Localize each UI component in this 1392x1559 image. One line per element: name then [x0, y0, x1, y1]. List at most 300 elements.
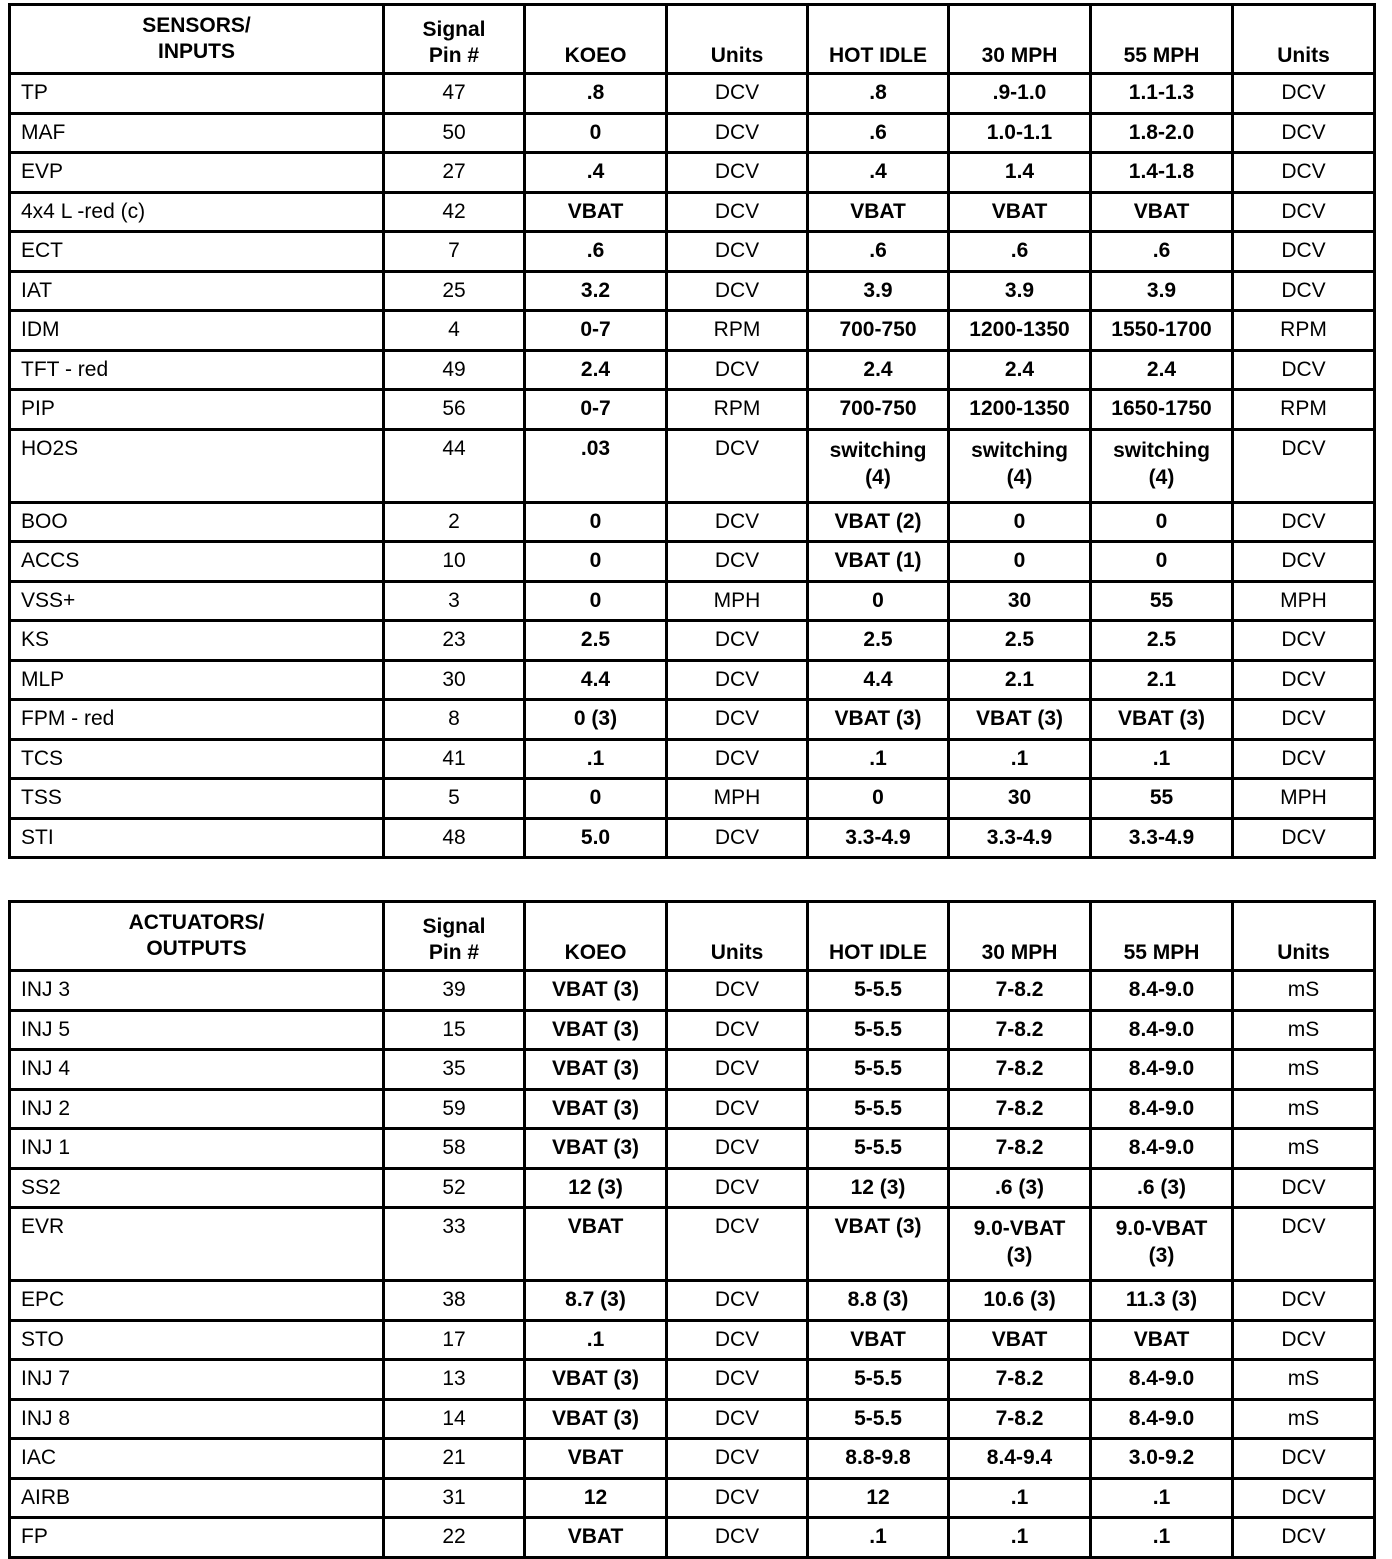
header-koeo [525, 5, 667, 74]
cell-signal-pin: 17 [384, 1320, 525, 1360]
cell-name: HO2S [10, 429, 384, 502]
cell-name: INJ 4 [10, 1050, 384, 1090]
cell-units-2: mS [1233, 1050, 1375, 1090]
cell-koeo: VBAT (3) [525, 1399, 667, 1439]
header-hot-idle [808, 5, 949, 74]
cell-units: DCV [667, 700, 808, 740]
cell-koeo: VBAT (3) [525, 1050, 667, 1090]
cell-name: FP [10, 1518, 384, 1558]
cell-30-mph: 2.5 [949, 621, 1091, 661]
cell-units-2: DCV [1233, 1168, 1375, 1208]
cell-name: TCS [10, 739, 384, 779]
cell-name: MLP [10, 660, 384, 700]
cell-units-2: RPM [1233, 390, 1375, 430]
cell-units: RPM [667, 390, 808, 430]
cell-signal-pin: 25 [384, 271, 525, 311]
cell-signal-pin: 27 [384, 153, 525, 193]
cell-name: INJ 1 [10, 1129, 384, 1169]
cell-name: EVR [10, 1208, 384, 1281]
cell-units: DCV [667, 1050, 808, 1090]
table-row [10, 971, 1375, 1011]
cell-units: DCV [667, 113, 808, 153]
cell-koeo: VBAT [525, 1439, 667, 1479]
cell-signal-pin: 52 [384, 1168, 525, 1208]
cell-units: DCV [667, 621, 808, 661]
cell-hot-idle: 700-750 [808, 311, 949, 351]
cell-koeo: 2.5 [525, 621, 667, 661]
cell-koeo: 0 (3) [525, 700, 667, 740]
cell-name: IDM [10, 311, 384, 351]
table-row [10, 1360, 1375, 1400]
cell-units-2: DCV [1233, 1320, 1375, 1360]
cell-koeo: VBAT [525, 1208, 667, 1281]
header-text: INPUTS [157, 40, 235, 63]
cell-55-mph: 8.4-9.0 [1091, 1399, 1233, 1439]
cell-koeo: 8.7 (3) [525, 1281, 667, 1321]
cell-55-mph: 3.0-9.2 [1091, 1439, 1233, 1479]
cell-hot-idle: 5-5.5 [808, 971, 949, 1011]
header-text: ACTUATORS/ [128, 911, 265, 934]
header-text: Units [1277, 44, 1330, 67]
cell-units-2: mS [1233, 971, 1375, 1011]
cell-55-mph: 8.4-9.0 [1091, 1129, 1233, 1169]
table-row [10, 542, 1375, 582]
cell-30-mph: 30 [949, 779, 1091, 819]
cell-units-2: DCV [1233, 660, 1375, 700]
cell-units: DCV [667, 74, 808, 114]
cell-units-2: DCV [1233, 429, 1375, 502]
table-row [10, 739, 1375, 779]
cell-30-mph: 7-8.2 [949, 971, 1091, 1011]
cell-units-2: mS [1233, 1089, 1375, 1129]
cell-units: DCV [667, 350, 808, 390]
cell-55-mph: 8.4-9.0 [1091, 971, 1233, 1011]
cell-units: RPM [667, 311, 808, 351]
cell-units-2: DCV [1233, 739, 1375, 779]
cell-name: FPM - red [10, 700, 384, 740]
cell-name: PIP [10, 390, 384, 430]
cell-hot-idle: .6 [808, 113, 949, 153]
table-row [10, 192, 1375, 232]
cell-hot-idle: 2.5 [808, 621, 949, 661]
cell-hot-idle: 12 [808, 1478, 949, 1518]
cell-55-mph: 55 [1091, 581, 1233, 621]
cell-units: DCV [667, 1129, 808, 1169]
cell-hot-idle: .1 [808, 1518, 949, 1558]
cell-hot-idle: 5-5.5 [808, 1360, 949, 1400]
cell-units: DCV [667, 192, 808, 232]
header-text: HOT IDLE [829, 44, 927, 67]
cell-hot-idle: 5-5.5 [808, 1010, 949, 1050]
table-row [10, 311, 1375, 351]
header-units [667, 902, 808, 971]
header-text: HOT IDLE [829, 941, 927, 964]
cell-name: ECT [10, 232, 384, 272]
cell-units: DCV [667, 1089, 808, 1129]
cell-hot-idle: .6 [808, 232, 949, 272]
cell-units: DCV [667, 1478, 808, 1518]
header-text: Pin # [428, 941, 480, 964]
cell-units-2: DCV [1233, 232, 1375, 272]
cell-hot-idle: 0 [808, 581, 949, 621]
cell-name: KS [10, 621, 384, 661]
cell-signal-pin: 10 [384, 542, 525, 582]
table-row [10, 1050, 1375, 1090]
cell-hot-idle: 2.4 [808, 350, 949, 390]
cell-55-mph: .1 [1091, 1518, 1233, 1558]
cell-signal-pin: 38 [384, 1281, 525, 1321]
cell-units-2: DCV [1233, 1478, 1375, 1518]
cell-30-mph: .1 [949, 739, 1091, 779]
cell-signal-pin: 15 [384, 1010, 525, 1050]
cell-hot-idle: 0 [808, 779, 949, 819]
table-row [10, 74, 1375, 114]
cell-name: TFT - red [10, 350, 384, 390]
cell-30-mph: .1 [949, 1518, 1091, 1558]
cell-units: DCV [667, 660, 808, 700]
cell-line: 9.0-VBAT [1115, 1217, 1208, 1240]
cell-30-mph: 7-8.2 [949, 1089, 1091, 1129]
header-text: Signal [422, 18, 486, 41]
table-row [10, 390, 1375, 430]
cell-koeo: 0-7 [525, 311, 667, 351]
cell-units-2: MPH [1233, 581, 1375, 621]
cell-30-mph: 0 [949, 502, 1091, 542]
cell-hot-idle: 700-750 [808, 390, 949, 430]
cell-name: MAF [10, 113, 384, 153]
header-hot-idle [808, 902, 949, 971]
cell-koeo: .8 [525, 74, 667, 114]
table-row [10, 700, 1375, 740]
cell-koeo: 0-7 [525, 390, 667, 430]
header-text: Units [710, 941, 764, 964]
cell-signal-pin: 14 [384, 1399, 525, 1439]
cell-units: DCV [667, 1281, 808, 1321]
cell-30-mph: 10.6 (3) [949, 1281, 1091, 1321]
cell-30-mph: 30 [949, 581, 1091, 621]
cell-koeo: 3.2 [525, 271, 667, 311]
cell-name: BOO [10, 502, 384, 542]
header-30-mph [949, 902, 1091, 971]
cell-hot-idle: 3.3-4.9 [808, 818, 949, 858]
cell-30-mph: 1.0-1.1 [949, 113, 1091, 153]
header-text: OUTPUTS [146, 937, 247, 960]
cell-55-mph: 8.4-9.0 [1091, 1360, 1233, 1400]
header-signal-pin [384, 902, 525, 971]
cell-hot-idle: 8.8-9.8 [808, 1439, 949, 1479]
cell-units-2: mS [1233, 1129, 1375, 1169]
cell-koeo: 4.4 [525, 660, 667, 700]
header-signal-pin [384, 5, 525, 74]
table-row [10, 581, 1375, 621]
table-header [10, 902, 1375, 971]
cell-signal-pin: 47 [384, 74, 525, 114]
cell-30-mph: 8.4-9.4 [949, 1439, 1091, 1479]
cell-units-2: DCV [1233, 818, 1375, 858]
header-name [10, 902, 384, 971]
cell-units-2: DCV [1233, 1518, 1375, 1558]
cell-30-mph: .1 [949, 1478, 1091, 1518]
header-text: KOEO [564, 941, 627, 964]
cell-line: switching [971, 438, 1068, 462]
cell-units-2: DCV [1233, 113, 1375, 153]
cell-hot-idle [808, 429, 949, 502]
cell-units-2: DCV [1233, 542, 1375, 582]
cell-name: INJ 8 [10, 1399, 384, 1439]
cell-signal-pin: 35 [384, 1050, 525, 1090]
cell-30-mph: 1.4 [949, 153, 1091, 193]
header-text: Pin # [428, 44, 480, 67]
cell-55-mph [1091, 1208, 1233, 1281]
table-row [10, 1281, 1375, 1321]
cell-55-mph: .1 [1091, 739, 1233, 779]
table-row [10, 113, 1375, 153]
table-row [10, 271, 1375, 311]
cell-line: (4) [1006, 465, 1033, 489]
cell-30-mph: 7-8.2 [949, 1129, 1091, 1169]
cell-55-mph: 2.1 [1091, 660, 1233, 700]
cell-units: DCV [667, 818, 808, 858]
cell-name: STI [10, 818, 384, 858]
cell-30-mph: 0 [949, 542, 1091, 582]
cell-name: INJ 7 [10, 1360, 384, 1400]
cell-units-2: DCV [1233, 74, 1375, 114]
cell-signal-pin: 7 [384, 232, 525, 272]
cell-30-mph: 1200-1350 [949, 390, 1091, 430]
cell-hot-idle: 5-5.5 [808, 1129, 949, 1169]
cell-signal-pin: 42 [384, 192, 525, 232]
cell-hot-idle: .8 [808, 74, 949, 114]
cell-signal-pin: 39 [384, 971, 525, 1011]
cell-55-mph: VBAT (3) [1091, 700, 1233, 740]
cell-units: MPH [667, 581, 808, 621]
cell-signal-pin: 33 [384, 1208, 525, 1281]
cell-name: EVP [10, 153, 384, 193]
cell-name: TP [10, 74, 384, 114]
cell-signal-pin: 2 [384, 502, 525, 542]
cell-units: DCV [667, 971, 808, 1011]
table-row [10, 1168, 1375, 1208]
table-header [10, 5, 1375, 74]
cell-koeo: .03 [525, 429, 667, 502]
cell-line: switching [1113, 438, 1210, 462]
cell-hot-idle: 5-5.5 [808, 1399, 949, 1439]
table-row [10, 1320, 1375, 1360]
cell-koeo: .6 [525, 232, 667, 272]
header-row [10, 5, 1375, 74]
cell-name: 4x4 L -red (c) [10, 192, 384, 232]
header-text: 30 MPH [981, 44, 1058, 67]
cell-hot-idle: VBAT (2) [808, 502, 949, 542]
cell-units: DCV [667, 1208, 808, 1281]
cell-signal-pin: 3 [384, 581, 525, 621]
cell-line: (4) [865, 465, 891, 489]
table-row [10, 1010, 1375, 1050]
cell-hot-idle: VBAT [808, 1320, 949, 1360]
cell-signal-pin: 49 [384, 350, 525, 390]
cell-hot-idle: .4 [808, 153, 949, 193]
table-body [10, 971, 1375, 1558]
cell-30-mph: VBAT [949, 192, 1091, 232]
cell-name: SS2 [10, 1168, 384, 1208]
table-row [10, 502, 1375, 542]
cell-units-2: DCV [1233, 700, 1375, 740]
header-text: SENSORS/ [142, 14, 251, 37]
table-row [10, 350, 1375, 390]
table-row [10, 1399, 1375, 1439]
cell-30-mph: 3.3-4.9 [949, 818, 1091, 858]
cell-55-mph: 0 [1091, 502, 1233, 542]
cell-units-2: mS [1233, 1010, 1375, 1050]
cell-koeo: 0 [525, 581, 667, 621]
cell-units: DCV [667, 429, 808, 502]
cell-koeo: VBAT (3) [525, 1360, 667, 1400]
cell-koeo: .4 [525, 153, 667, 193]
cell-name: VSS+ [10, 581, 384, 621]
cell-signal-pin: 21 [384, 1439, 525, 1479]
cell-signal-pin: 48 [384, 818, 525, 858]
header-units-2 [1233, 5, 1375, 74]
header-text: Units [710, 44, 764, 67]
cell-units-2: DCV [1233, 153, 1375, 193]
cell-30-mph: VBAT (3) [949, 700, 1091, 740]
cell-signal-pin: 5 [384, 779, 525, 819]
cell-55-mph: 8.4-9.0 [1091, 1010, 1233, 1050]
cell-name: STO [10, 1320, 384, 1360]
table-row [10, 153, 1375, 193]
cell-hot-idle: .1 [808, 739, 949, 779]
cell-koeo: VBAT [525, 192, 667, 232]
cell-line: switching [829, 438, 927, 462]
cell-units-2: DCV [1233, 350, 1375, 390]
cell-line: (4) [1148, 465, 1175, 489]
cell-units-2: DCV [1233, 502, 1375, 542]
cell-55-mph: 3.9 [1091, 271, 1233, 311]
cell-30-mph: .9-1.0 [949, 74, 1091, 114]
cell-hot-idle: 4.4 [808, 660, 949, 700]
cell-name: INJ 3 [10, 971, 384, 1011]
cell-55-mph: 8.4-9.0 [1091, 1089, 1233, 1129]
cell-30-mph: 1200-1350 [949, 311, 1091, 351]
cell-hot-idle: VBAT (3) [808, 700, 949, 740]
cell-55-mph: VBAT [1091, 192, 1233, 232]
table-row [10, 232, 1375, 272]
cell-units: DCV [667, 739, 808, 779]
cell-koeo: VBAT (3) [525, 1010, 667, 1050]
cell-hot-idle: VBAT (3) [808, 1208, 949, 1281]
cell-30-mph: .6 [949, 232, 1091, 272]
cell-name: INJ 5 [10, 1010, 384, 1050]
cell-units: DCV [667, 1360, 808, 1400]
cell-55-mph [1091, 429, 1233, 502]
cell-name: ACCS [10, 542, 384, 582]
cell-hot-idle: 3.9 [808, 271, 949, 311]
cell-signal-pin: 4 [384, 311, 525, 351]
cell-units: DCV [667, 1439, 808, 1479]
cell-name: INJ 2 [10, 1089, 384, 1129]
cell-units-2: MPH [1233, 779, 1375, 819]
cell-koeo: .1 [525, 739, 667, 779]
cell-30-mph [949, 1208, 1091, 1281]
cell-signal-pin: 44 [384, 429, 525, 502]
cell-55-mph: 55 [1091, 779, 1233, 819]
cell-55-mph: .1 [1091, 1478, 1233, 1518]
cell-signal-pin: 58 [384, 1129, 525, 1169]
cell-units-2: RPM [1233, 311, 1375, 351]
cell-hot-idle: 5-5.5 [808, 1050, 949, 1090]
cell-units: DCV [667, 232, 808, 272]
header-name [10, 5, 384, 74]
header-units-2 [1233, 902, 1375, 971]
header-text: KOEO [564, 44, 627, 67]
cell-koeo: VBAT [525, 1518, 667, 1558]
cell-signal-pin: 13 [384, 1360, 525, 1400]
cell-30-mph: 3.9 [949, 271, 1091, 311]
table-row [10, 429, 1375, 502]
cell-units-2: mS [1233, 1360, 1375, 1400]
cell-55-mph: 1.8-2.0 [1091, 113, 1233, 153]
cell-30-mph: 7-8.2 [949, 1010, 1091, 1050]
cell-signal-pin: 30 [384, 660, 525, 700]
header-text: 55 MPH [1123, 44, 1200, 67]
cell-55-mph: 1650-1750 [1091, 390, 1233, 430]
cell-30-mph: .6 (3) [949, 1168, 1091, 1208]
cell-55-mph: 0 [1091, 542, 1233, 582]
cell-30-mph: VBAT [949, 1320, 1091, 1360]
table-row [10, 1208, 1375, 1281]
cell-55-mph: 1.4-1.8 [1091, 153, 1233, 193]
cell-line: (3) [1006, 1244, 1033, 1267]
cell-30-mph [949, 429, 1091, 502]
cell-hot-idle: 5-5.5 [808, 1089, 949, 1129]
header-text: 30 MPH [981, 941, 1058, 964]
cell-55-mph: 11.3 (3) [1091, 1281, 1233, 1321]
cell-name: AIRB [10, 1478, 384, 1518]
cell-name: TSS [10, 779, 384, 819]
cell-units: DCV [667, 271, 808, 311]
table-row [10, 779, 1375, 819]
cell-units: DCV [667, 1518, 808, 1558]
cell-55-mph: 1.1-1.3 [1091, 74, 1233, 114]
cell-koeo: VBAT (3) [525, 971, 667, 1011]
cell-units: DCV [667, 502, 808, 542]
header-units [667, 5, 808, 74]
cell-name: EPC [10, 1281, 384, 1321]
table-row [10, 660, 1375, 700]
cell-units-2: DCV [1233, 1439, 1375, 1479]
cell-signal-pin: 56 [384, 390, 525, 430]
cell-koeo: .1 [525, 1320, 667, 1360]
cell-units: DCV [667, 542, 808, 582]
cell-55-mph: .6 [1091, 232, 1233, 272]
cell-units-2: DCV [1233, 1281, 1375, 1321]
cell-koeo: 0 [525, 542, 667, 582]
cell-units-2: mS [1233, 1399, 1375, 1439]
cell-units: DCV [667, 1168, 808, 1208]
cell-name: IAT [10, 271, 384, 311]
header-30-mph [949, 5, 1091, 74]
cell-koeo: 0 [525, 502, 667, 542]
cell-signal-pin: 22 [384, 1518, 525, 1558]
cell-55-mph: 2.4 [1091, 350, 1233, 390]
cell-units: MPH [667, 779, 808, 819]
cell-units: DCV [667, 1320, 808, 1360]
cell-units-2: DCV [1233, 621, 1375, 661]
sensors-inputs-table [8, 3, 1376, 859]
cell-koeo: 12 (3) [525, 1168, 667, 1208]
header-text: 55 MPH [1123, 941, 1200, 964]
table-row [10, 1518, 1375, 1558]
